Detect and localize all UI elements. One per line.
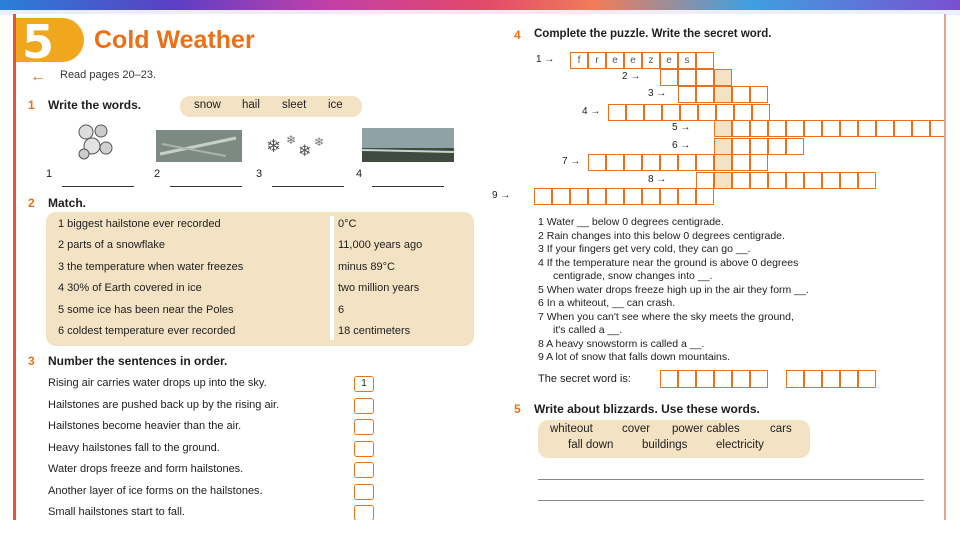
svg-text:❄: ❄ <box>314 135 325 149</box>
secret-word-box[interactable] <box>786 370 804 388</box>
crossword-cell[interactable] <box>624 188 642 205</box>
writing-line[interactable] <box>538 479 924 480</box>
answer-line <box>170 186 242 187</box>
crossword-cell[interactable] <box>750 138 768 155</box>
crossword-cell[interactable] <box>804 172 822 189</box>
secret-word-box[interactable] <box>840 370 858 388</box>
secret-word-box[interactable] <box>696 370 714 388</box>
clue-item: 7 When you can't see where the sky meets the ground, <box>538 310 794 323</box>
match-table <box>46 212 474 346</box>
crossword-cell[interactable] <box>660 69 678 86</box>
secret-word-box[interactable] <box>750 370 768 388</box>
crossword-cell[interactable] <box>822 172 840 189</box>
section-1-number: 1 <box>28 98 35 112</box>
clue-item-continued: it's called a __. <box>553 324 623 336</box>
match-right-item: 11,000 years ago <box>338 239 423 251</box>
match-left-item: 1 biggest hailstone ever recorded <box>58 218 221 230</box>
crossword-cell[interactable] <box>840 172 858 189</box>
back-arrow-icon: ← <box>30 68 46 85</box>
crossword-cell[interactable] <box>804 120 822 137</box>
hailstones-picture <box>76 122 116 162</box>
crossword-cell[interactable] <box>696 172 714 189</box>
crossword-cell[interactable] <box>678 69 696 86</box>
match-right-item: two million years <box>338 282 420 294</box>
crossword-cell[interactable] <box>660 154 678 171</box>
crossword-row-number: 3 → <box>648 88 667 99</box>
word-bank-1 <box>180 96 362 117</box>
word-bank-item: sleet <box>282 99 307 111</box>
clue-item: 4 If the temperature near the ground is above 0 degrees <box>538 256 799 269</box>
crossword-cell[interactable] <box>876 120 894 137</box>
crossword-cell[interactable] <box>696 188 714 205</box>
order-box[interactable] <box>354 462 374 478</box>
section-5-number: 5 <box>514 402 521 416</box>
crossword-cell[interactable]: e <box>660 52 678 69</box>
crossword-cell[interactable] <box>698 104 716 121</box>
word-bank-5 <box>538 420 810 458</box>
clue-item: 5 When water drops freeze high up in the air they form __. <box>538 283 809 296</box>
match-left-item: 6 coldest temperature ever recorded <box>58 325 236 337</box>
snowflakes-picture <box>264 130 328 162</box>
crossword-cell[interactable]: e <box>606 52 624 69</box>
svg-text:❄: ❄ <box>286 133 297 147</box>
crossword-row-number: 6 → <box>672 140 691 151</box>
crossword-cell[interactable] <box>822 120 840 137</box>
clue-item-continued: centigrade, snow changes into __. <box>553 270 713 282</box>
crossword-cell[interactable] <box>680 104 698 121</box>
ice-landscape-picture <box>362 128 454 162</box>
crossword-cell[interactable] <box>786 138 804 155</box>
crossword-row-number: 2 → <box>622 71 641 82</box>
crossword-cell[interactable] <box>696 86 714 103</box>
svg-text:❄: ❄ <box>266 136 282 156</box>
secret-column-cell[interactable] <box>714 86 732 103</box>
secret-word-box[interactable] <box>714 370 732 388</box>
crossword-cell[interactable] <box>768 120 786 137</box>
column-divider <box>330 216 334 340</box>
crossword-cell[interactable] <box>858 120 876 137</box>
secret-word-label: The secret word is: <box>538 373 631 385</box>
crossword-cell[interactable]: z <box>642 52 660 69</box>
word-bank-item: snow <box>194 99 221 111</box>
secret-word-box[interactable] <box>678 370 696 388</box>
secret-column-cell[interactable] <box>714 138 732 155</box>
crossword-cell[interactable] <box>588 154 606 171</box>
crossword-cell[interactable] <box>696 69 714 86</box>
word-bank-item: ice <box>328 99 343 111</box>
crossword-cell[interactable] <box>534 188 552 205</box>
crossword-cell[interactable] <box>624 154 642 171</box>
sentence-item: Rising air carries water drops up into the sky. <box>48 377 267 389</box>
secret-word-box[interactable] <box>822 370 840 388</box>
crossword-cell[interactable]: r <box>588 52 606 69</box>
crossword-row-number: 1 → <box>536 54 555 65</box>
crossword-cell[interactable] <box>678 154 696 171</box>
worksheet-page <box>16 14 944 520</box>
crossword-cell[interactable] <box>606 154 624 171</box>
clue-item: 1 Water __ below 0 degrees centigrade. <box>538 216 724 228</box>
page-title: Cold Weather <box>94 26 255 54</box>
answer-line <box>372 186 444 187</box>
match-right-item: 0°C <box>338 218 357 230</box>
writing-line[interactable] <box>538 500 924 501</box>
crossword-cell[interactable]: f <box>570 52 588 69</box>
crossword-row-number: 7 → <box>562 156 581 167</box>
secret-word-box[interactable] <box>804 370 822 388</box>
sleet-picture <box>156 130 242 162</box>
match-right-item: 18 centimeters <box>338 325 411 337</box>
match-right-item: minus 89°C <box>338 261 395 273</box>
section-1-heading: Write the words. <box>48 98 142 112</box>
order-box[interactable] <box>354 505 374 520</box>
blank-3-number: 3 <box>256 168 263 180</box>
word-bank-item: whiteout <box>550 423 593 435</box>
match-left-item: 2 parts of a snowflake <box>58 239 166 251</box>
sentence-item: Small hailstones start to fall. <box>48 506 185 518</box>
crossword-cell[interactable]: e <box>624 52 642 69</box>
sentence-item: Hailstones become heavier than the air. <box>48 420 242 432</box>
crossword-cell[interactable] <box>606 188 624 205</box>
clue-item: 8 A heavy snowstorm is called a __. <box>538 337 705 350</box>
order-box[interactable] <box>354 398 374 414</box>
order-box[interactable]: 1 <box>354 376 374 392</box>
crossword-cell[interactable] <box>734 104 752 121</box>
sentence-item: Hailstones are pushed back up by the rising air. <box>48 399 280 411</box>
word-bank-item: fall down <box>568 439 614 451</box>
answer-line <box>272 186 344 187</box>
crossword-cell[interactable] <box>660 188 678 205</box>
secret-word-box[interactable] <box>660 370 678 388</box>
svg-text:❄: ❄ <box>298 143 312 160</box>
crossword-cell[interactable] <box>732 86 750 103</box>
crossword-cell[interactable] <box>732 120 750 137</box>
word-bank-item: buildings <box>642 439 688 451</box>
unit-number-badge <box>16 15 84 69</box>
crossword-row-number: 8 → <box>648 174 667 185</box>
crossword-cell[interactable] <box>840 120 858 137</box>
answer-line <box>62 186 134 187</box>
crossword-row-number: 4 → <box>582 106 601 117</box>
section-2-heading: Match. <box>48 196 87 210</box>
crossword-cell[interactable] <box>696 154 714 171</box>
blank-2-number: 2 <box>154 168 161 180</box>
crossword-cell[interactable] <box>570 188 588 205</box>
crossword-row-number: 5 → <box>672 122 691 133</box>
crossword-cell[interactable] <box>732 138 750 155</box>
read-pages-note: Read pages 20–23. <box>60 69 157 81</box>
match-left-item: 4 30% of Earth covered in ice <box>58 282 202 294</box>
crossword-cell[interactable] <box>552 188 570 205</box>
crossword-cell[interactable] <box>750 86 768 103</box>
blank-4-number: 4 <box>356 168 363 180</box>
crossword-cell[interactable]: s <box>678 52 696 69</box>
sentence-item: Heavy hailstones fall to the ground. <box>48 442 220 454</box>
crossword-cell[interactable] <box>930 120 944 137</box>
crossword-cell[interactable] <box>768 172 786 189</box>
crossword-cell[interactable] <box>696 52 714 69</box>
crossword-cell[interactable] <box>750 120 768 137</box>
right-edge-bar <box>944 14 946 520</box>
secret-word-box[interactable] <box>732 370 750 388</box>
word-bank-item: hail <box>242 99 260 111</box>
crossword-row-number: 9 → <box>492 190 511 201</box>
crossword-cell[interactable] <box>732 154 750 171</box>
section-2-number: 2 <box>28 196 35 210</box>
crossword-cell[interactable] <box>642 188 660 205</box>
sentence-item: Another layer of ice forms on the hailstones. <box>48 485 263 497</box>
crossword-cell[interactable] <box>912 120 930 137</box>
crossword-cell[interactable] <box>662 104 680 121</box>
crossword-cell[interactable] <box>768 138 786 155</box>
crossword-cell[interactable] <box>750 172 768 189</box>
clue-item: 3 If your fingers get very cold, they can go __. <box>538 243 751 255</box>
order-box[interactable] <box>354 441 374 457</box>
secret-column-cell[interactable] <box>714 120 732 137</box>
crossword-cell[interactable] <box>786 172 804 189</box>
crossword-cell[interactable] <box>608 104 626 121</box>
crossword-cell[interactable] <box>644 104 662 121</box>
clue-item: 6 In a whiteout, __ can crash. <box>538 297 676 309</box>
secret-column-cell[interactable] <box>714 154 732 171</box>
match-left-item: 3 the temperature when water freezes <box>58 261 244 273</box>
match-right-item: 6 <box>338 304 345 316</box>
crossword-cell[interactable] <box>642 154 660 171</box>
match-left-item: 5 some ice has been near the Poles <box>58 304 234 316</box>
word-bank-item: power cables <box>672 423 740 435</box>
blank-1-number: 1 <box>46 168 53 180</box>
word-bank-item: cover <box>622 423 651 435</box>
crossword-cell[interactable] <box>750 154 768 171</box>
secret-word-box[interactable] <box>858 370 876 388</box>
crossword-cell[interactable] <box>752 104 770 121</box>
crossword-cell[interactable] <box>678 86 696 103</box>
crossword-cell[interactable] <box>894 120 912 137</box>
crossword-cell[interactable] <box>858 172 876 189</box>
section-3-number: 3 <box>28 354 35 368</box>
clue-item: 2 Rain changes into this below 0 degrees centigrade. <box>538 229 785 242</box>
section-4-number: 4 <box>514 28 521 42</box>
order-box[interactable] <box>354 419 374 435</box>
crossword-cell[interactable] <box>786 120 804 137</box>
secret-column-cell[interactable] <box>714 69 732 86</box>
clue-item: 9 A lot of snow that falls down mountains. <box>538 351 731 363</box>
word-bank-item: electricity <box>716 439 764 451</box>
crossword-cell[interactable] <box>678 188 696 205</box>
crossword-cell[interactable] <box>588 188 606 205</box>
section-3-heading: Number the sentences in order. <box>48 354 228 368</box>
crossword-cell[interactable] <box>716 104 734 121</box>
section-4-heading: Complete the puzzle. Write the secret word. <box>534 28 772 40</box>
order-box[interactable] <box>354 484 374 500</box>
secret-column-cell[interactable] <box>714 172 732 189</box>
top-decorative-stripe <box>0 0 960 10</box>
sentence-item: Water drops freeze and form hailstones. <box>48 463 244 475</box>
section-5-heading: Write about blizzards. Use these words. <box>534 402 760 416</box>
crossword-cell[interactable] <box>732 172 750 189</box>
crossword-cell[interactable] <box>626 104 644 121</box>
unit-number: 5 <box>22 15 55 69</box>
word-bank-item: cars <box>770 423 792 435</box>
